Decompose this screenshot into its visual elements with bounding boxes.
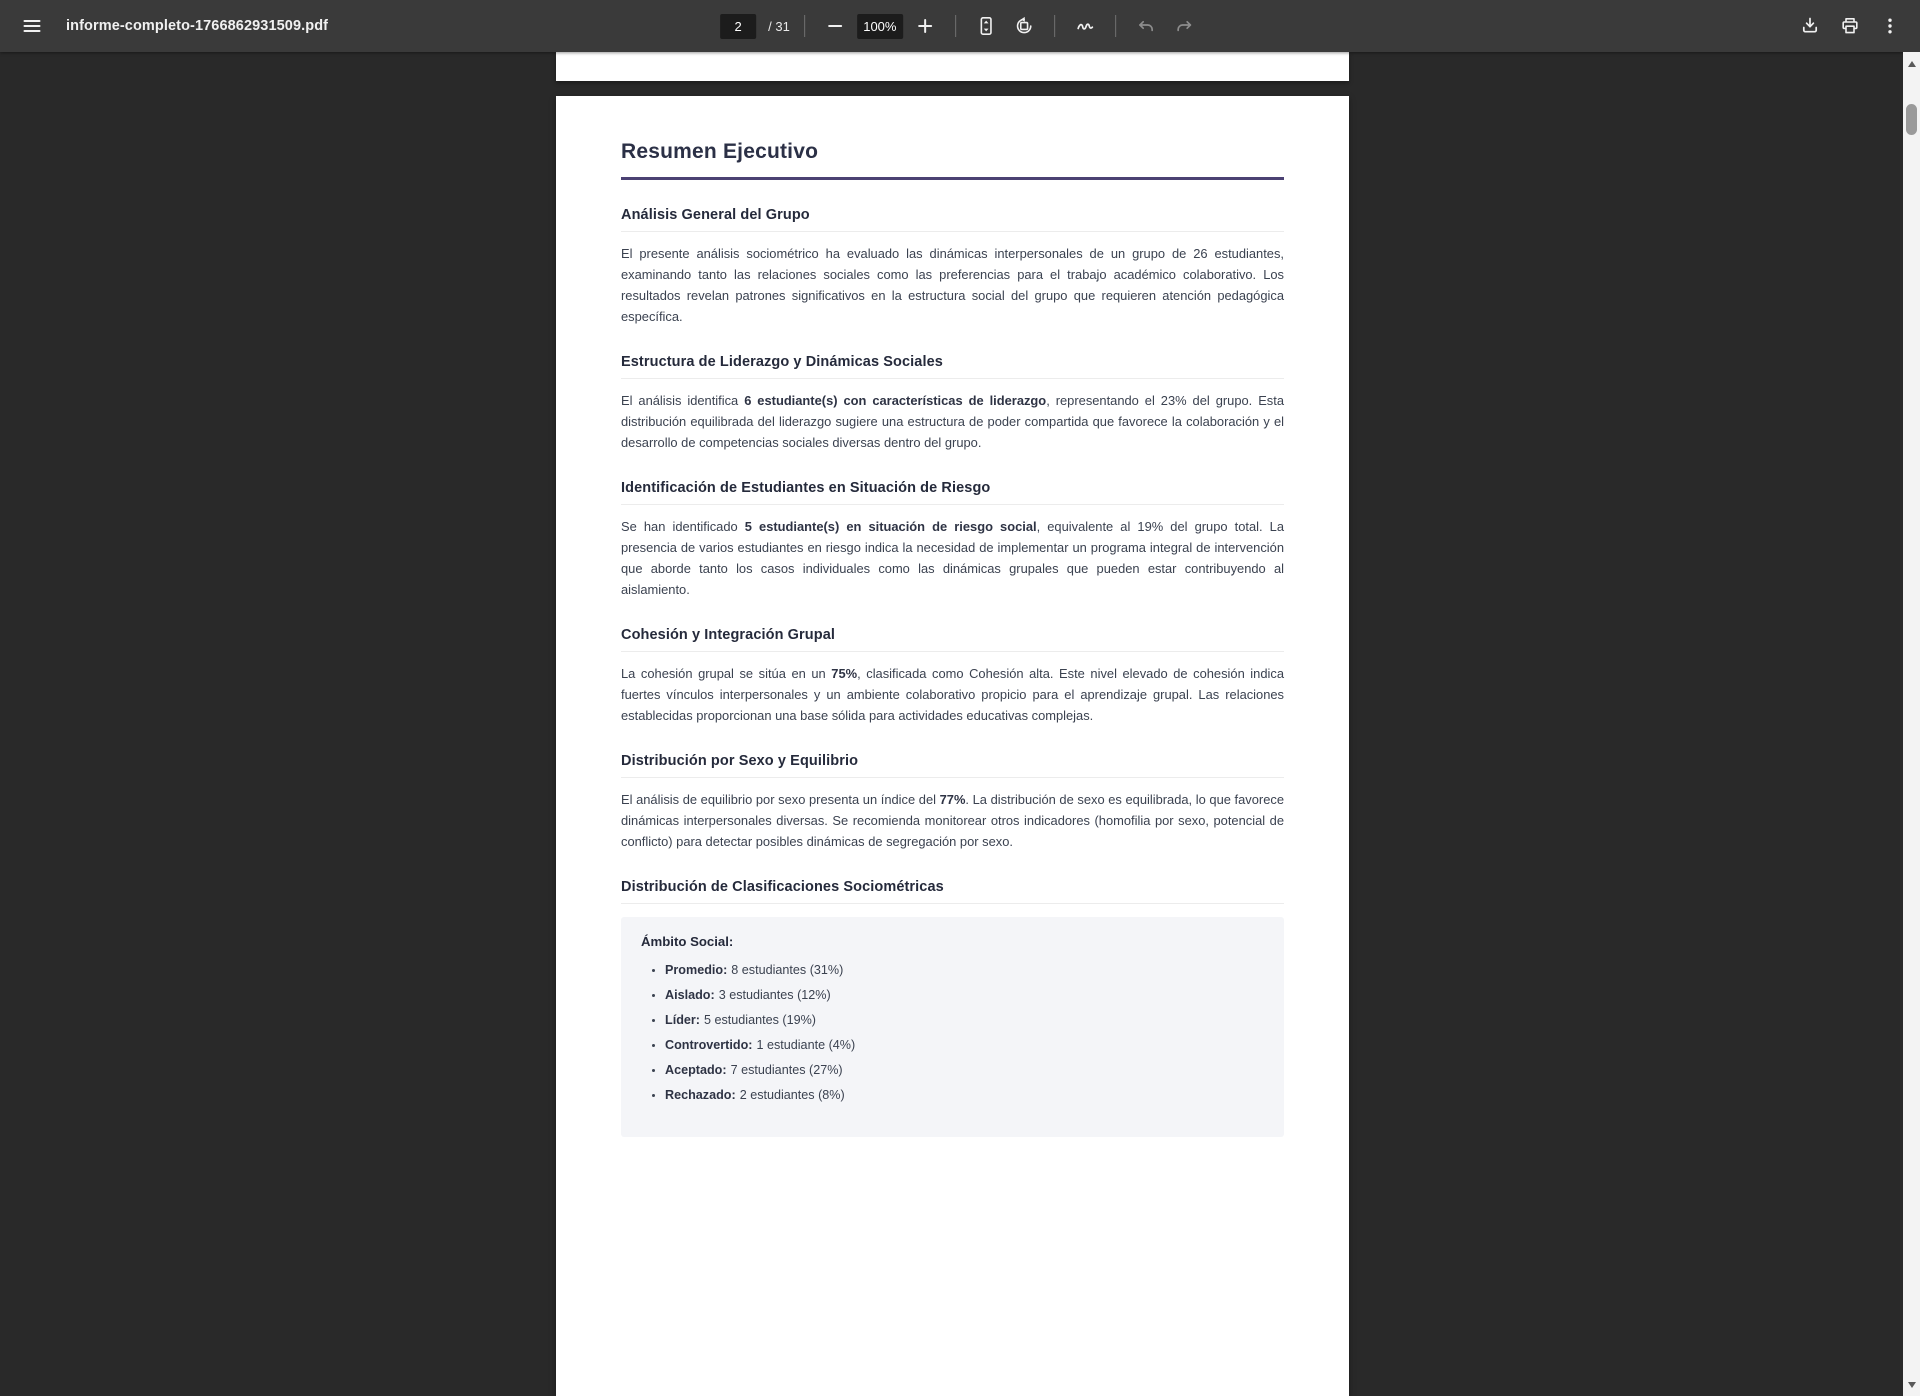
previous-page-bottom (556, 52, 1349, 81)
zoom-level-display: 100% (857, 14, 903, 39)
section-distribucion-sexo (621, 753, 1284, 852)
zoom-out-button[interactable] (819, 10, 851, 42)
toolbar-right (1794, 10, 1920, 42)
redo-button[interactable] (1168, 10, 1200, 42)
section-heading: Identificación de Estudiantes en Situación de Riesgo (621, 480, 991, 496)
pdf-page-2 (556, 96, 1349, 1396)
zoom-in-button[interactable] (909, 10, 941, 42)
page-title: Resumen Ejecutivo (621, 140, 819, 163)
section-analisis-general (621, 207, 1284, 327)
print-icon (1840, 16, 1860, 36)
section-paragraph: El presente análisis sociométrico ha evaluado las dinámicas interpersonales de un grupo de 26 estudiantes, examinando tanto las relaciones sociales como las preferencias para el trabajo académico colaborativo. Los resultados revelan patrones significativos en la estructura social del grupo que requieren atención pedagógica específica. (621, 246, 1284, 324)
section-rule (621, 777, 1284, 778)
print-button[interactable] (1834, 10, 1866, 42)
rotate-counterclockwise-button[interactable] (1008, 10, 1040, 42)
section-rule (621, 651, 1284, 652)
list-item: • Rechazado: 2 estudiantes (8%) (665, 1088, 1264, 1104)
toolbar-separator (1054, 15, 1055, 37)
undo-icon (1136, 16, 1156, 36)
menu-icon (22, 16, 42, 36)
redo-icon (1174, 16, 1194, 36)
section-heading: Cohesión y Integración Grupal (621, 627, 835, 643)
toolbar-separator (1115, 15, 1116, 37)
page-number-input[interactable] (720, 14, 756, 39)
section-rule (621, 903, 1284, 904)
document-filename: informe-completo-1766862931509.pdf (66, 18, 329, 34)
section-paragraph: El análisis de equilibrio por sexo presenta un índice del 77%. La distribución de sexo es equilibrada, lo que favorece dinámicas interpersonales diversas. Se recomienda monitorear otros indicadores (homofilia por sexo, potencial de conflicto) para detectar posibles dinámicas de segregación por sexo. (621, 792, 1284, 849)
page-count-label: / 31 (768, 18, 790, 34)
classification-box (621, 917, 1284, 1137)
section-rule (621, 231, 1284, 232)
classification-box-title: Ámbito Social: (641, 934, 734, 949)
section-paragraph: Se han identificado 5 estudiante(s) en situación de riesgo social, equivalente al 19% del grupo total. La presencia de varios estudiantes en riesgo indica la necesidad de implementar un programa integral de intervención que aborde tanto los casos individuales como las dinámicas grupales que pueden estar contribuyendo al aislamiento. (621, 519, 1285, 597)
triangle-up-icon (1908, 61, 1916, 67)
menu-button[interactable] (16, 10, 48, 42)
list-item: • Aislado: 3 estudiantes (12%) (665, 988, 1264, 1004)
section-heading: Distribución por Sexo y Equilibrio (621, 753, 859, 769)
toolbar-separator (955, 15, 956, 37)
zoom-in-icon (915, 16, 935, 36)
section-cohesion-grupal (621, 627, 1284, 726)
section-clasificaciones (621, 879, 1284, 1137)
section-paragraph: El análisis identifica 6 estudiante(s) con características de liderazgo, representando el 23% del grupo. Esta distribución equilibrada del liderazgo sugiere una estructura de poder compartida que favorece la colaboración y el desarrollo de competencias sociales diversas dentro del grupo. (621, 393, 1284, 450)
list-item: • Aceptado: 7 estudiantes (27%) (665, 1063, 1264, 1079)
scrollbar-thumb[interactable] (1906, 104, 1917, 135)
download-icon (1800, 16, 1820, 36)
list-item: • Líder: 5 estudiantes (19%) (665, 1013, 1264, 1029)
triangle-down-icon (1908, 1382, 1916, 1388)
scrollbar-down-arrow[interactable] (1903, 1376, 1920, 1393)
toolbar-left (0, 10, 328, 42)
section-paragraph: La cohesión grupal se sitúa en un 75%, clasificada como Cohesión alta. Este nivel elevado de cohesión indica fuertes vínculos interpersonales y un ambiente colaborativo propicio para el aprendizaje grupal. Las relaciones establecidas proporcionan una base sólida para actividades educativas complejas. (621, 666, 1284, 723)
toolbar-separator (804, 15, 805, 37)
section-rule (621, 378, 1284, 379)
zoom-out-icon (825, 16, 845, 36)
list-item: • Controvertido: 1 estudiante (4%) (665, 1038, 1264, 1054)
fit-page-button[interactable] (970, 10, 1002, 42)
section-heading: Análisis General del Grupo (621, 207, 810, 223)
section-heading: Estructura de Liderazgo y Dinámicas Sociales (621, 354, 943, 370)
vertical-scrollbar[interactable] (1903, 52, 1920, 1396)
pdf-toolbar (0, 0, 1920, 52)
more-options-button[interactable] (1874, 10, 1906, 42)
annotate-pen-icon (1075, 16, 1095, 36)
scrollbar-up-arrow[interactable] (1903, 55, 1920, 72)
toolbar-center (720, 0, 1200, 52)
section-heading: Distribución de Clasificaciones Sociométricas (621, 879, 944, 895)
classification-list (641, 963, 1264, 1104)
annotate-button[interactable] (1069, 10, 1101, 42)
rotate-counterclockwise-icon (1014, 16, 1034, 36)
more-vertical-icon (1880, 16, 1900, 36)
pdf-viewer-canvas (0, 52, 1920, 1396)
download-button[interactable] (1794, 10, 1826, 42)
fit-page-icon (976, 16, 996, 36)
undo-button[interactable] (1130, 10, 1162, 42)
section-estructura-liderazgo (621, 354, 1284, 453)
section-rule (621, 504, 1284, 505)
section-identificacion-riesgo (621, 480, 1284, 600)
list-item: • Promedio: 8 estudiantes (31%) (665, 963, 1264, 979)
title-accent-rule (621, 177, 1284, 180)
